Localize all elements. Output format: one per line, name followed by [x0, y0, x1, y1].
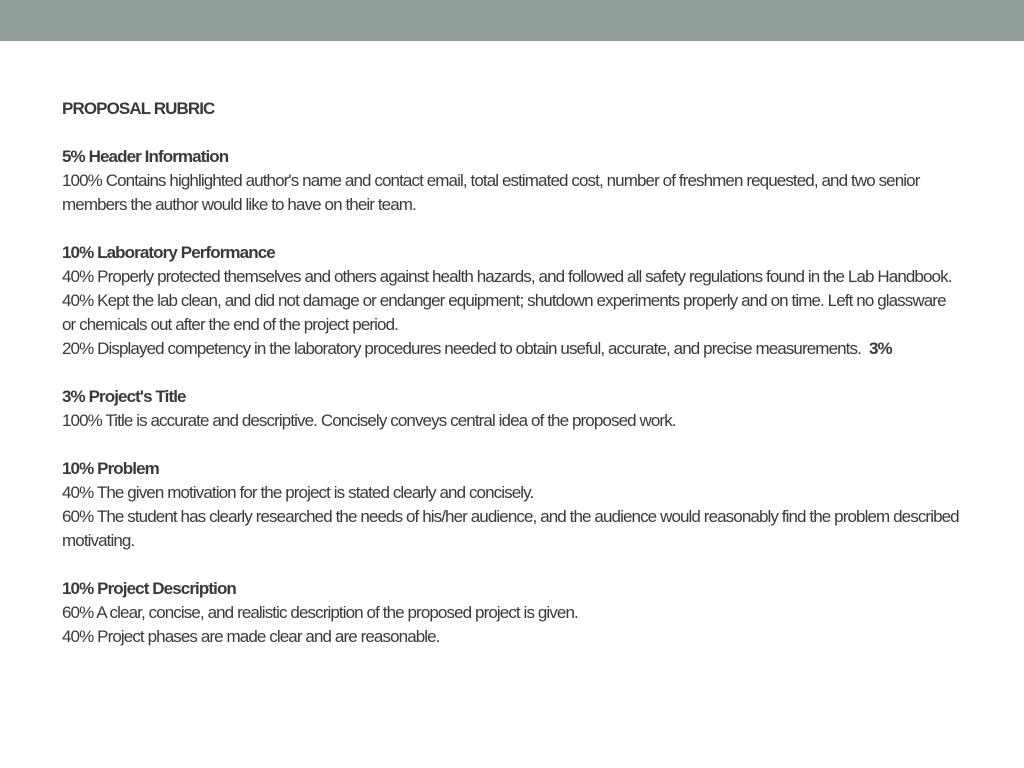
section-heading: 10% Project Description	[62, 579, 236, 598]
section-heading: 10% Laboratory Performance	[62, 243, 275, 262]
section-heading: 5% Header Information	[62, 147, 229, 166]
rubric-section-project-title	[62, 385, 962, 433]
rubric-item: 40% Properly protected themselves and others against health hazards, and followed all safety regulations found in the Lab Handbook.	[62, 267, 952, 286]
rubric-item: 40% Kept the lab clean, and did not damage or endanger equipment; shutdown experiments properly and on time. Left no glassware or chemicals out after the end of the project period.	[62, 291, 946, 334]
rubric-content	[62, 97, 962, 673]
rubric-item: 60% A clear, concise, and realistic description of the proposed project is given.	[62, 603, 578, 622]
rubric-section-laboratory-performance	[62, 241, 962, 361]
rubric-item-with-score	[62, 337, 962, 361]
rubric-item: 40% Project phases are made clear and are reasonable.	[62, 627, 440, 646]
rubric-item: 100% Title is accurate and descriptive. Concisely conveys central idea of the proposed work.	[62, 411, 676, 430]
rubric-section-problem	[62, 457, 962, 553]
rubric-item-text: 20% Displayed competency in the laboratory procedures needed to obtain useful, accurate, and precise measurements.	[62, 339, 861, 358]
section-heading: 10% Problem	[62, 459, 159, 478]
page-title: PROPOSAL RUBRIC	[62, 99, 215, 118]
rubric-item: 100% Contains highlighted author's name and contact email, total estimated cost, number of freshmen requested, and two senior members the author would like to have on their team.	[62, 171, 920, 214]
rubric-item: 60% The student has clearly researched the needs of his/her audience, and the audience would reasonably find the problem described motivating.	[62, 507, 959, 550]
rubric-item: 40% The given motivation for the project is stated clearly and concisely.	[62, 483, 534, 502]
slide-header-bar	[0, 0, 1024, 41]
rubric-section-project-description	[62, 577, 962, 649]
score-label: 3%	[868, 339, 892, 358]
section-heading: 3% Project's Title	[62, 387, 186, 406]
rubric-section-header-information	[62, 145, 962, 217]
